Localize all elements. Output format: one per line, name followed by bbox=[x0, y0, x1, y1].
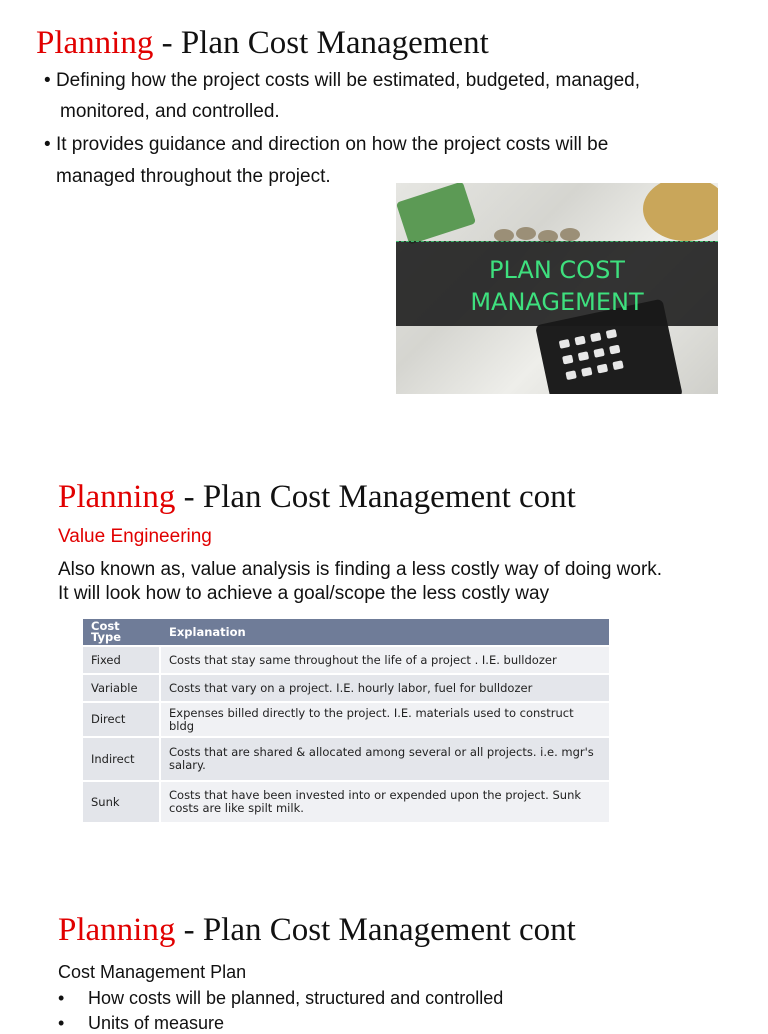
table-row bbox=[83, 675, 609, 701]
slide2-title-planning: Planning bbox=[58, 479, 176, 515]
explanation-cell: Costs that are shared & allocated among several or all projects. i.e. mgr's salary. bbox=[161, 738, 609, 780]
coin-shape bbox=[560, 228, 580, 241]
table-row bbox=[83, 782, 609, 822]
cost-type-table bbox=[83, 617, 609, 824]
table-row bbox=[83, 738, 609, 780]
cost-type-cell: Direct bbox=[83, 703, 161, 736]
bullet-glyph: • bbox=[44, 70, 51, 91]
value-engineering-heading: Value Engineering bbox=[58, 526, 212, 547]
explanation-cell: Costs that stay same throughout the life of a project . I.E. bulldozer bbox=[161, 647, 609, 673]
cost-type-cell: Variable bbox=[83, 675, 161, 701]
value-engineering-text-line-1: Also known as, value analysis is finding a less costly way of doing work. bbox=[58, 559, 663, 580]
bullet-glyph: • bbox=[58, 1013, 65, 1033]
potato-shape bbox=[643, 183, 718, 241]
banknote-shape bbox=[396, 183, 476, 245]
slide1-title-planning: Planning bbox=[36, 25, 154, 61]
value-engineering-text-line-2: It will look how to achieve a goal/scope the less costly way bbox=[58, 583, 550, 604]
slide1-title bbox=[36, 27, 489, 60]
slide2-title-rest: - Plan Cost Management cont bbox=[175, 479, 576, 515]
explanation-cell: Costs that have been invested into or expended upon the project. Sunk costs are like spilt milk. bbox=[161, 782, 609, 822]
slide1-bullet-1 bbox=[44, 70, 640, 93]
cost-type-cell: Fixed bbox=[83, 647, 161, 673]
slide3-title-planning: Planning bbox=[58, 912, 176, 948]
image-title-band bbox=[396, 241, 718, 326]
bullet-line: Defining how the project costs will be estimated, budgeted, managed, bbox=[55, 70, 641, 91]
slide3-title bbox=[58, 914, 576, 947]
slide1-bullet-2-cont: managed throughout the project. bbox=[56, 166, 331, 187]
table-header-row bbox=[83, 619, 609, 645]
bullet-glyph: • bbox=[44, 134, 51, 155]
coin-shape bbox=[516, 227, 536, 240]
explanation-cell: Costs that vary on a project. I.E. hourly labor, fuel for bulldozer bbox=[161, 675, 609, 701]
image-title-line-2: MANAGEMENT bbox=[470, 288, 644, 316]
slide1-bullet-1-cont: monitored, and controlled. bbox=[60, 101, 280, 122]
image-title-line-1: PLAN COST bbox=[489, 256, 625, 284]
slide2-title bbox=[58, 481, 576, 514]
cost-management-plan-heading: Cost Management Plan bbox=[58, 962, 247, 982]
header-cost-type: Cost Type bbox=[83, 619, 161, 645]
header-explanation: Explanation bbox=[161, 619, 609, 645]
slide1-bullet-2 bbox=[44, 134, 608, 157]
bullet-text: Units of measure bbox=[88, 1013, 225, 1033]
cost-type-cell: Sunk bbox=[83, 782, 161, 822]
bullet-glyph: • bbox=[58, 988, 65, 1008]
table-row bbox=[83, 647, 609, 673]
plan-cost-management-image bbox=[396, 183, 718, 394]
cost-type-cell: Indirect bbox=[83, 738, 161, 780]
table-row bbox=[83, 703, 609, 736]
slide1-title-rest: - Plan Cost Management bbox=[153, 25, 489, 61]
bullet-text: How costs will be planned, structured and controlled bbox=[88, 988, 504, 1008]
slide3-bullet-1 bbox=[58, 988, 503, 1009]
explanation-cell: Expenses billed directly to the project. I.E. materials used to construct bldg bbox=[161, 703, 609, 736]
slide3-title-rest: - Plan Cost Management cont bbox=[175, 912, 576, 948]
bullet-line: It provides guidance and direction on how the project costs will be bbox=[55, 134, 609, 155]
